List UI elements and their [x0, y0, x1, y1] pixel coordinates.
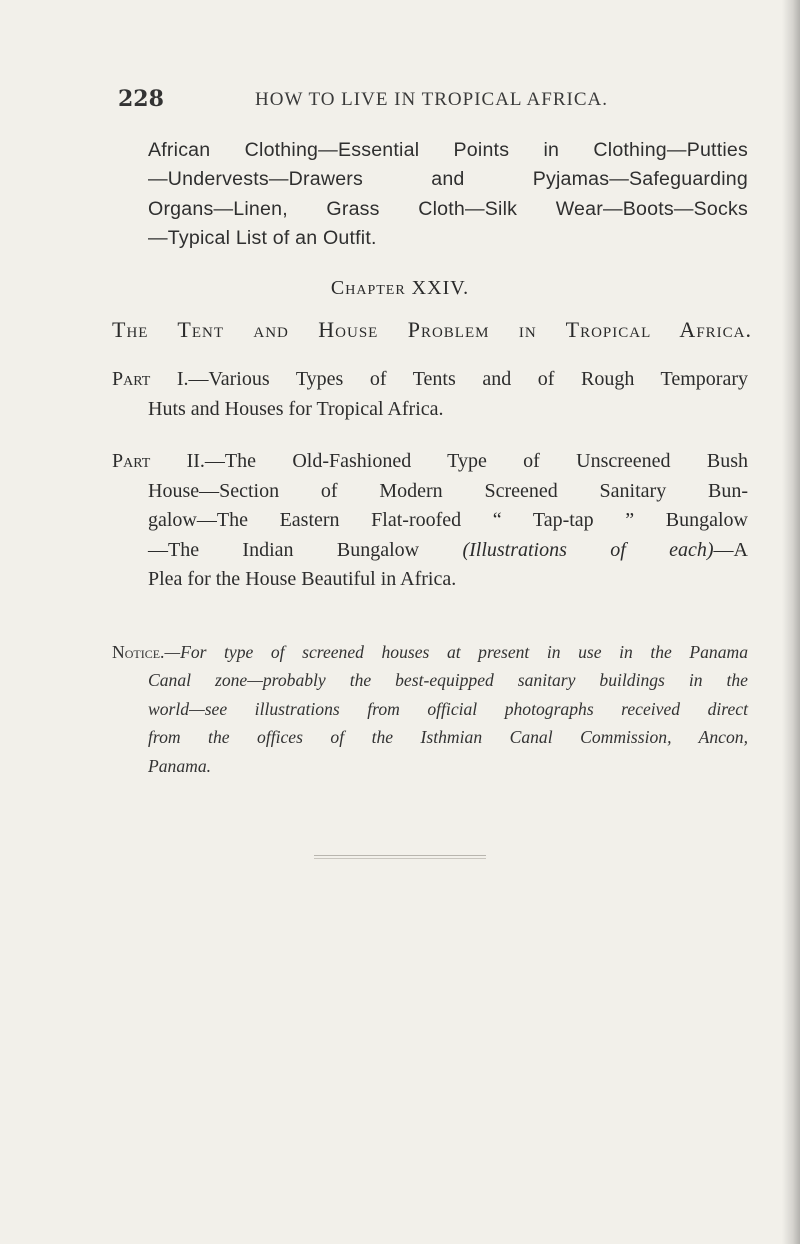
part-two-label: Part II. [112, 450, 205, 472]
synopsis-line: African Clothing—Essential Points in Clothing—Putties [148, 139, 748, 161]
part-two-line: House—Section of Modern Screened Sanitary Bun- [148, 479, 748, 502]
notice [112, 638, 748, 780]
illustrations-note: (Illustrations of each) [462, 538, 714, 561]
synopsis-line: Organs—Linen, Grass Cloth—Silk Wear—Boots—Socks [148, 197, 748, 220]
part-two-line: —The Indian Bungalow [148, 538, 463, 561]
part-one [112, 365, 748, 424]
notice-line: Canal zone—probably the best-equipped sanitary buildings in the [148, 670, 748, 691]
part-one-line: —Various Types of Tents and of Rough Temporary [188, 368, 748, 390]
notice-line: —For type of screened houses at present in use in the Panama [164, 642, 748, 662]
part-one-line: Huts and Houses for Tropical Africa. [148, 397, 444, 420]
notice-line: Panama. [148, 755, 212, 776]
chapter-heading: Chapter XXIV. [330, 277, 470, 299]
running-head [118, 86, 678, 116]
part-one-label: Part I. [112, 368, 189, 390]
chapter-synopsis [148, 136, 748, 254]
synopsis-line: —Undervests—Drawers and Pyjamas—Safeguarding [148, 168, 748, 191]
page-number: 228 [118, 86, 164, 112]
part-two [112, 447, 748, 595]
notice-line: world—see illustrations from official photographs received direct [148, 698, 748, 719]
part-two-line: galow—The Eastern Flat-roofed “ Tap-tap ” Bungalow [148, 509, 748, 532]
part-two-line: —The Old-Fashioned Type of Unscreened Bush [204, 450, 748, 472]
running-title: HOW TO LIVE IN TROPICAL AFRICA. [255, 89, 608, 110]
chapter-title: The Tent and House Problem in Tropical Africa. [112, 317, 752, 342]
end-rule [314, 855, 486, 859]
notice-label: Notice. [112, 642, 165, 662]
page-edge-shadow [782, 0, 800, 1244]
notice-line: from the offices of the Isthmian Canal Commission, Ancon, [148, 727, 748, 748]
part-two-after-note: —A [713, 538, 748, 561]
synopsis-line: —Typical List of an Outfit. [148, 227, 377, 250]
part-two-line: Plea for the House Beautiful in Africa. [148, 568, 457, 591]
